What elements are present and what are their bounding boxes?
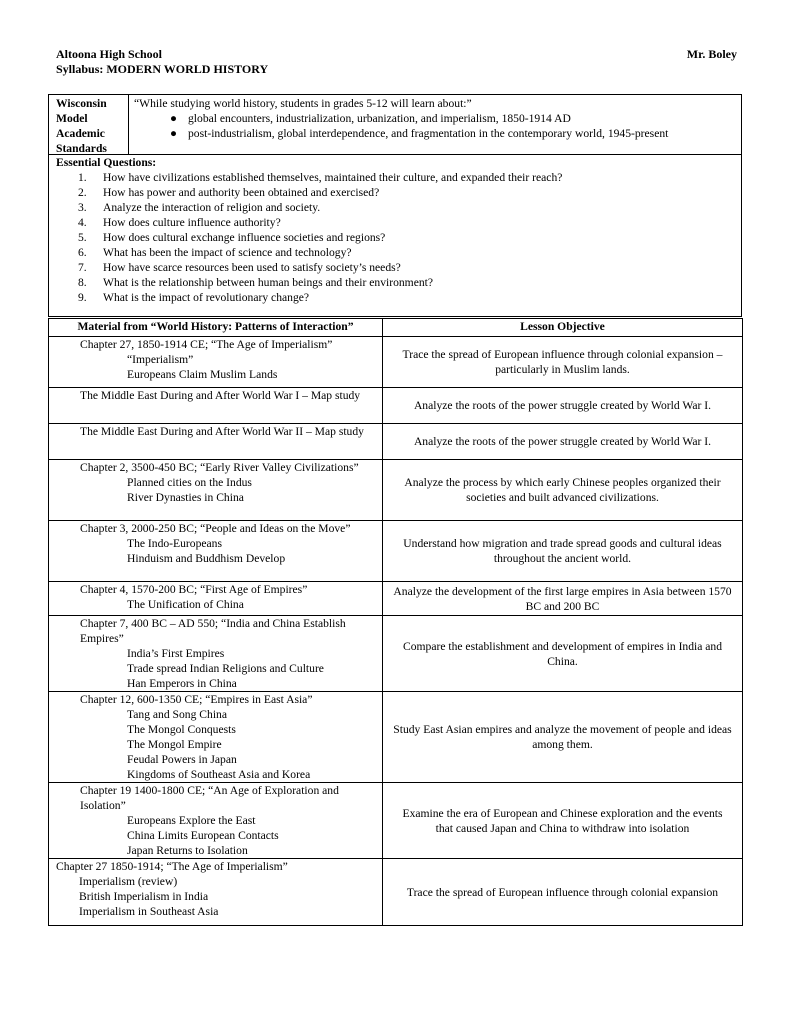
question-number: 3.	[78, 201, 87, 214]
syllabus-title: Syllabus: MODERN WORLD HISTORY	[56, 62, 269, 76]
chapter-title: Chapter 19 1400-1800 CE; “An Age of Exploration and Isolation”	[80, 784, 339, 812]
section-title: Hinduism and Buddhism Develop	[127, 552, 286, 565]
essential-question-item	[56, 215, 741, 230]
section-title: British Imperialism in India	[79, 890, 209, 903]
section-title: Europeans Explore the East	[127, 814, 256, 827]
section-title: Trade spread Indian Religions and Culture	[127, 662, 324, 675]
material-cell	[49, 460, 383, 521]
materials-table	[48, 318, 743, 926]
section-title: Kingdoms of Southeast Asia and Korea	[127, 768, 311, 781]
table-row	[49, 859, 743, 926]
question-text: What is the impact of revolutionary change?	[103, 291, 310, 304]
lesson-objective-cell: Understand how migration and trade spread goods and cultural ideas throughout the ancient world.	[383, 521, 743, 582]
table-row	[49, 582, 743, 616]
question-number: 4.	[78, 216, 87, 229]
table-row	[49, 424, 743, 460]
question-text: What is the relationship between human beings and their environment?	[103, 276, 434, 289]
question-text: How does culture influence authority?	[103, 216, 281, 229]
lesson-objective-cell: Compare the establishment and development of empires in India and China.	[383, 616, 743, 692]
section-title: Feudal Powers in Japan	[127, 753, 237, 766]
lesson-objective-cell: Analyze the roots of the power struggle created by World War I.	[383, 424, 743, 460]
chapter-title: Chapter 3, 2000-250 BC; “People and Ideas on the Move”	[80, 522, 351, 535]
lesson-objective-cell: Analyze the process by which early Chinese peoples organized their societies and built advanced civilizations.	[383, 460, 743, 521]
chapter-title: Chapter 27, 1850-1914 CE; “The Age of Imperialism”	[80, 338, 333, 351]
standards-bullet-text: post-industrialism, global interdependence, and fragmentation in the contemporary world, 1945-present	[188, 127, 669, 140]
section-title: The Indo-Europeans	[127, 537, 222, 550]
question-number: 5.	[78, 231, 87, 244]
essential-question-item	[56, 185, 741, 200]
lesson-objective-cell: Examine the era of European and Chinese exploration and the events that caused Japan and China to withdraw into isolation	[383, 783, 743, 859]
material-cell	[49, 783, 383, 859]
chapter-title: Chapter 12, 600-1350 CE; “Empires in East Asia”	[80, 693, 313, 706]
chapter-title: Chapter 4, 1570-200 BC; “First Age of Empires”	[80, 583, 308, 596]
material-cell	[49, 692, 383, 783]
question-number: 8.	[78, 276, 87, 289]
section-title: Han Emperors in China	[127, 677, 237, 690]
essential-questions	[49, 155, 741, 305]
question-number: 9.	[78, 291, 87, 304]
question-number: 1.	[78, 171, 87, 184]
table-row	[49, 521, 743, 582]
lesson-objective-cell: Trace the spread of European influence through colonial expansion	[383, 859, 743, 926]
material-cell	[49, 424, 383, 460]
standards-bullet-text: global encounters, industrialization, urbanization, and imperialism, 1850-1914 AD	[188, 112, 571, 125]
section-title: Europeans Claim Muslim Lands	[127, 368, 278, 381]
standards-intro: “While studying world history, students in grades 5-12 will learn about:”	[134, 97, 472, 110]
material-cell	[49, 582, 383, 616]
essential-question-item	[56, 260, 741, 275]
bullet-icon: ●	[170, 127, 178, 140]
chapter-title: The Middle East During and After World War I – Map study	[80, 389, 361, 402]
material-cell	[49, 616, 383, 692]
essential-question-item	[56, 245, 741, 260]
lesson-objective-cell: Analyze the roots of the power struggle created by World War I.	[383, 388, 743, 424]
table-row	[49, 337, 743, 388]
question-number: 2.	[78, 186, 87, 199]
essential-question-item	[56, 170, 741, 185]
standards-bullet	[134, 126, 741, 141]
chapter-title: Chapter 27 1850-1914; “The Age of Imperialism”	[56, 860, 288, 873]
table-header-row	[49, 319, 743, 337]
question-text: How have civilizations established themselves, maintained their culture, and expanded their reach?	[103, 171, 563, 184]
standards-body	[129, 95, 741, 155]
question-text: How have scarce resources been used to satisfy society’s needs?	[103, 261, 401, 274]
table-row	[49, 692, 743, 783]
standards-bullet	[134, 111, 741, 126]
chapter-title: Chapter 7, 400 BC – AD 550; “India and China Establish Empires”	[80, 617, 346, 645]
section-title: Planned cities on the Indus	[127, 476, 252, 489]
standards-label-line: Wisconsin	[56, 97, 107, 110]
essential-questions-title: Essential Questions:	[56, 156, 157, 169]
section-title: Tang and Song China	[127, 708, 227, 721]
essential-questions-list	[56, 170, 741, 305]
lesson-objective-cell: Study East Asian empires and analyze the movement of people and ideas among them.	[383, 692, 743, 783]
question-text: What has been the impact of science and technology?	[103, 246, 352, 259]
chapter-title: Chapter 2, 3500-450 BC; “Early River Valley Civilizations”	[80, 461, 359, 474]
essential-question-item	[56, 200, 741, 215]
question-number: 6.	[78, 246, 87, 259]
table-row	[49, 616, 743, 692]
section-title: India’s First Empires	[127, 647, 225, 660]
section-title: River Dynasties in China	[127, 491, 244, 504]
material-cell	[49, 388, 383, 424]
question-text: How does cultural exchange influence societies and regions?	[103, 231, 386, 244]
section-title: China Limits European Contacts	[127, 829, 279, 842]
material-cell	[49, 859, 383, 926]
essential-question-item	[56, 275, 741, 290]
section-title: The Unification of China	[127, 598, 244, 611]
standards-label-line: Academic	[56, 127, 105, 140]
chapter-title: The Middle East During and After World War II – Map study	[80, 425, 364, 438]
standards-list	[134, 111, 741, 141]
section-title: Imperialism in Southeast Asia	[79, 905, 219, 918]
section-title: The Mongol Empire	[127, 738, 222, 751]
teacher-name: Mr. Boley	[686, 47, 737, 61]
school-name: Altoona High School	[56, 47, 163, 61]
bullet-icon: ●	[170, 112, 178, 125]
section-title: “Imperialism”	[127, 353, 194, 366]
standards-box	[48, 94, 742, 317]
material-cell	[49, 337, 383, 388]
material-cell	[49, 521, 383, 582]
standards-label	[49, 95, 129, 155]
material-column-header: Material from “World History: Patterns of Interaction”	[49, 319, 383, 337]
standards-label-line: Standards	[56, 142, 107, 155]
essential-question-item	[56, 230, 741, 245]
essential-question-item	[56, 290, 741, 305]
table-row	[49, 460, 743, 521]
document-header	[56, 47, 737, 77]
section-title: Imperialism (review)	[79, 875, 178, 888]
standards-label-line: Model	[56, 112, 88, 125]
objective-column-header: Lesson Objective	[383, 319, 743, 337]
table-row	[49, 388, 743, 424]
section-title: The Mongol Conquests	[127, 723, 236, 736]
lesson-objective-cell: Trace the spread of European influence through colonial expansion – particularly in Muslim lands.	[383, 337, 743, 388]
question-text: Analyze the interaction of religion and society.	[103, 201, 321, 214]
section-title: Japan Returns to Isolation	[127, 844, 248, 857]
lesson-objective-cell: Analyze the development of the first large empires in Asia between 1570 BC and 200 BC	[383, 582, 743, 616]
question-number: 7.	[78, 261, 87, 274]
table-row	[49, 783, 743, 859]
question-text: How has power and authority been obtained and exercised?	[103, 186, 380, 199]
